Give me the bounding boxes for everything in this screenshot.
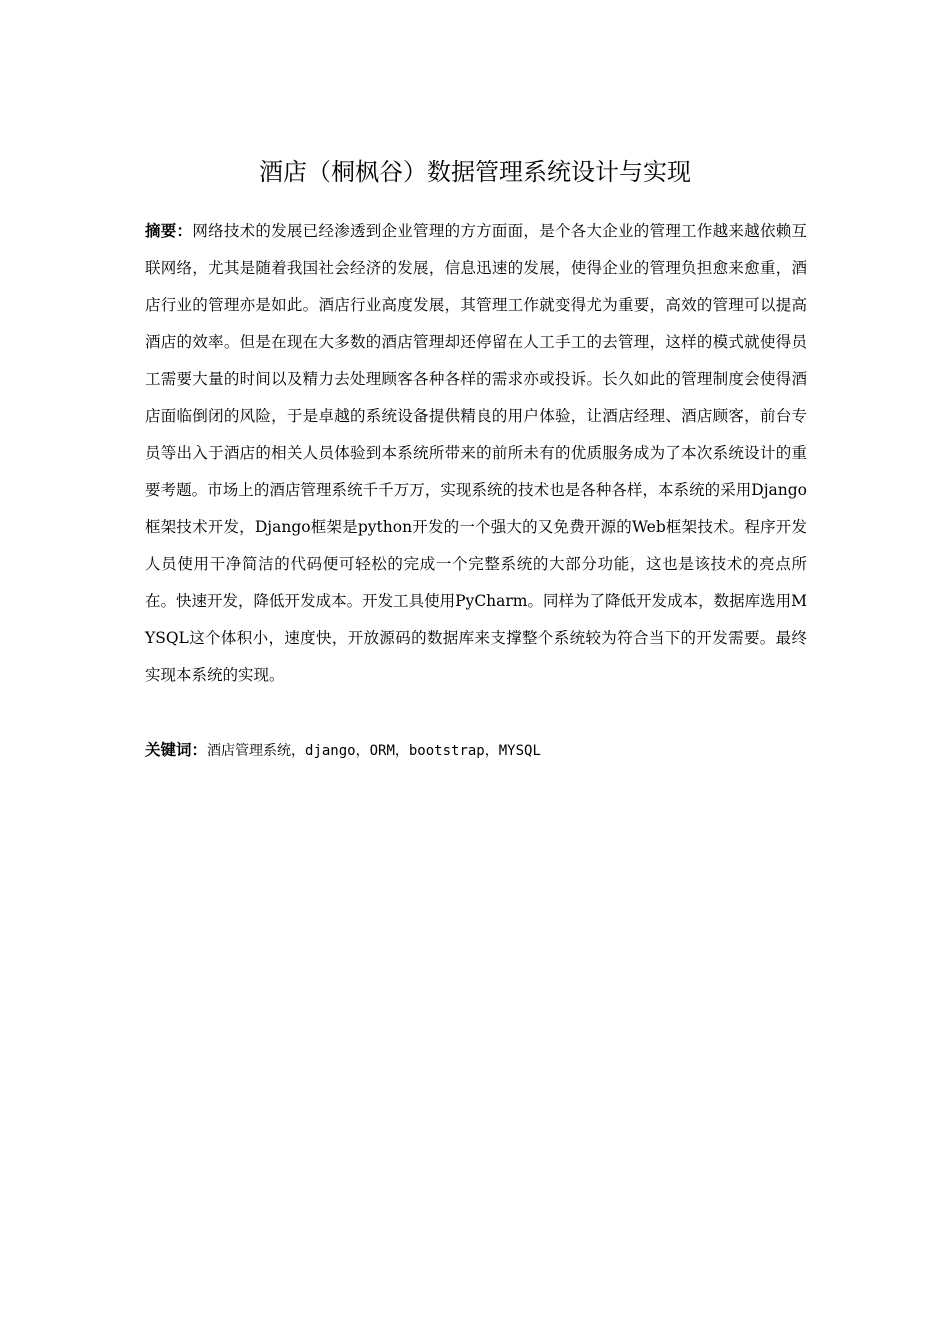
keywords-paragraph [145,736,807,765]
keywords-text: 酒店管理系统，django，ORM，bootstrap，MYSQL [207,743,541,759]
document-title: 酒店（桐枫谷）数据管理系统设计与实现 [259,158,691,186]
keywords-label: 关键词： [145,741,208,759]
abstract-paragraph [145,213,807,694]
abstract-label: 摘要： [145,222,193,240]
abstract-text: 网络技术的发展已经渗透到企业管理的方方面面，是个各大企业的管理工作越来越依赖互联网络，尤其是随着我国社会经济的发展，信息迅速的发展，使得企业的管理负担愈来愈重，酒店行业的管理亦是如此。酒店行业高度发展，其管理工作就变得尤为重要，高效的管理可以提高酒店的效率。但是在现在大多数的酒店管理却还停留在人工手工的去管理，这样的模式就使得员工需要大量的时间以及精力去处理顾客各种各样的需求亦或投诉。长久如此的管理制度会使得酒店面临倒闭的风险，于是卓越的系统设备提供精良的用户体验，让酒店经理、酒店顾客，前台专员等出入于酒店的相关人员体验到本系统所带来的前所未有的优质服务成为了本次系统设计的重要考题。市场上的酒店管理系统千千万万，实现系统的技术也是各种各样，本系统的采用Django框架技术开发，Django框架是python开发的一个强大的又免费开源的Web框架技术。程序开发人员使用干净简洁的代码便可轻松的完成一个完整系统的大部分功能，这也是该技术的亮点所在。快速开发，降低开发成本。开发工具使用PyCharm。同样为了降低开发成本，数据库选用MYSQL这个体积小，速度快，开放源码的数据库来支撑整个系统较为符合当下的开发需要。最终实现本系统的实现。 [145,222,807,684]
